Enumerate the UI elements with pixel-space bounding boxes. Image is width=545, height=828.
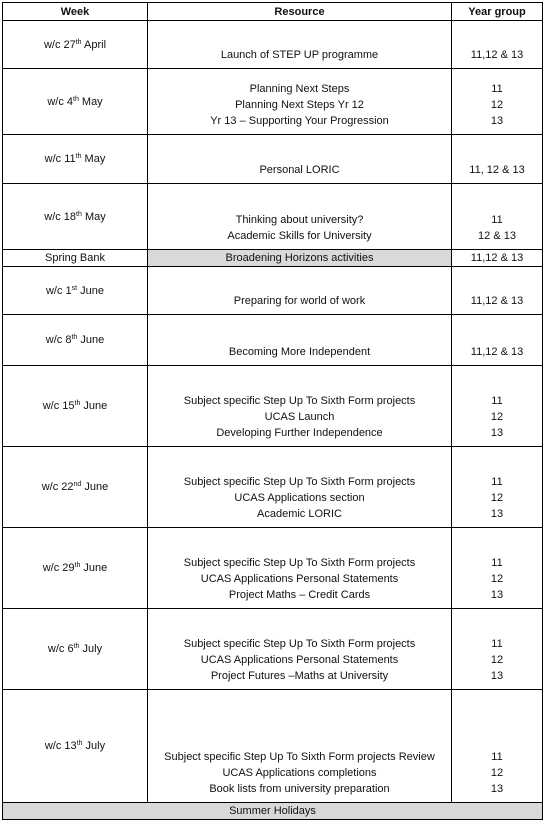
year-group-line: 11 xyxy=(491,395,503,407)
week-ordinal-suffix: nd xyxy=(73,481,82,488)
resource-cell xyxy=(148,528,452,609)
resource-line: Project Maths – Credit Cards xyxy=(228,589,371,601)
table-row xyxy=(3,267,543,315)
resource-line: Planning Next Steps xyxy=(249,83,350,95)
week-ordinal-suffix: th xyxy=(73,643,80,650)
year-group-line: 13 xyxy=(490,115,504,127)
year-group-header: Year group xyxy=(452,3,543,21)
resource-cell xyxy=(148,366,452,447)
week-cell xyxy=(3,690,148,803)
week-date: w/c 29 xyxy=(42,562,75,574)
header-row xyxy=(3,3,543,21)
week-month: April xyxy=(81,38,107,51)
resource-cell xyxy=(148,447,452,528)
week-date: w/c 15 xyxy=(42,400,75,412)
year-group-line: 11,12 & 13 xyxy=(470,49,524,61)
week-ordinal-suffix: th xyxy=(75,153,82,160)
week-cell xyxy=(3,528,148,609)
week-ordinal-suffix: th xyxy=(74,400,81,407)
table-row xyxy=(3,609,543,690)
year-group-cell xyxy=(452,528,543,609)
resource-line: Subject specific Step Up To Sixth Form projects xyxy=(183,395,416,407)
table-row xyxy=(3,528,543,609)
week-month: June xyxy=(80,562,108,574)
year-group-line: 12 xyxy=(490,654,504,666)
year-group-line: 12 xyxy=(490,767,504,779)
year-group-cell xyxy=(452,609,543,690)
resource-cell xyxy=(148,250,452,267)
week-date: w/c 27 xyxy=(43,38,76,51)
week-date: w/c 13 xyxy=(44,740,77,752)
resource-line: UCAS Applications Personal Statements xyxy=(200,573,399,585)
week-month: July xyxy=(79,643,103,655)
year-group-line: 11 xyxy=(491,83,503,95)
year-group-line: 11 xyxy=(491,638,503,650)
year-group-line: 12 xyxy=(490,492,504,504)
year-group-line: 11 xyxy=(491,476,503,488)
resource-line: Subject specific Step Up To Sixth Form projects xyxy=(183,476,416,488)
week-header: Week xyxy=(3,3,148,21)
week-date: w/c 18 xyxy=(44,210,77,223)
year-group-line: 13 xyxy=(490,670,504,682)
week-month: May xyxy=(81,153,106,165)
week-ordinal-suffix: st xyxy=(71,284,78,292)
week-date: w/c 8 xyxy=(45,334,72,346)
week-date: w/c 22 xyxy=(41,481,74,493)
resource-header: Resource xyxy=(148,3,452,21)
year-group-cell xyxy=(452,135,543,184)
year-group-line: 11,12 & 13 xyxy=(470,346,524,358)
week-cell xyxy=(3,447,148,528)
week-ordinal-suffix: th xyxy=(75,38,82,46)
footer-row xyxy=(3,803,543,820)
resource-cell xyxy=(148,135,452,184)
table-row xyxy=(3,315,543,366)
year-group-line: 12 xyxy=(490,99,504,111)
year-group-line: 13 xyxy=(490,589,504,601)
year-group-line: 12 xyxy=(490,411,504,423)
week-month: July xyxy=(82,740,106,752)
resource-line: Thinking about university? xyxy=(235,214,364,226)
table-row xyxy=(3,690,543,803)
week-cell xyxy=(3,315,148,366)
resource-line: Launch of STEP UP programme xyxy=(220,49,379,61)
year-group-line: 13 xyxy=(490,508,504,520)
resource-line: Developing Further Independence xyxy=(216,427,383,439)
table-row xyxy=(3,184,543,250)
resource-cell xyxy=(148,184,452,250)
week-date: Spring Bank xyxy=(45,252,105,264)
year-group-line: 11, 12 & 13 xyxy=(469,164,525,176)
week-cell xyxy=(3,250,148,267)
week-month: May xyxy=(81,210,106,223)
resource-cell xyxy=(148,21,452,69)
year-group-cell xyxy=(452,366,543,447)
summer-holidays-cell: Summer Holidays xyxy=(3,803,543,820)
week-date: w/c 6 xyxy=(47,643,74,655)
table-row xyxy=(3,69,543,135)
schedule-body xyxy=(3,21,543,803)
year-group-line: 12 & 13 xyxy=(478,230,516,242)
resource-line: Book lists from university preparation xyxy=(209,783,390,795)
week-ordinal-suffix: th xyxy=(74,562,81,569)
week-month: June xyxy=(80,400,108,412)
week-cell xyxy=(3,366,148,447)
resource-cell xyxy=(148,609,452,690)
week-cell xyxy=(3,21,148,69)
table-row xyxy=(3,366,543,447)
week-cell xyxy=(3,184,148,250)
year-group-cell xyxy=(452,69,543,135)
resource-line: Subject specific Step Up To Sixth Form projects xyxy=(183,557,416,569)
year-group-cell xyxy=(452,250,543,267)
table-row xyxy=(3,447,543,528)
week-ordinal-suffix: th xyxy=(73,95,79,103)
resource-cell xyxy=(148,267,452,315)
year-group-line: 11 xyxy=(491,557,503,569)
resource-line: Broadening Horizons activities xyxy=(225,252,374,264)
resource-line: UCAS Applications completions xyxy=(222,767,377,779)
resource-line: Becoming More Independent xyxy=(228,346,371,358)
resource-line: UCAS Launch xyxy=(264,411,335,423)
week-month: May xyxy=(78,95,103,108)
week-cell xyxy=(3,267,148,315)
resource-cell xyxy=(148,315,452,366)
year-group-cell xyxy=(452,184,543,250)
year-group-line: 12 xyxy=(490,573,504,585)
week-ordinal-suffix: th xyxy=(71,334,78,341)
week-cell xyxy=(3,69,148,135)
year-group-line: 13 xyxy=(490,783,504,795)
resource-cell xyxy=(148,69,452,135)
resource-line: Academic LORIC xyxy=(257,508,342,520)
year-group-cell xyxy=(452,447,543,528)
schedule-table xyxy=(2,2,543,820)
year-group-line: 13 xyxy=(490,427,504,439)
year-group-line: 11 xyxy=(491,214,503,226)
week-cell xyxy=(3,609,148,690)
resource-line: Yr 13 – Supporting Your Progression xyxy=(210,115,389,127)
week-ordinal-suffix: th xyxy=(76,740,83,747)
year-group-line: 11,12 & 13 xyxy=(470,252,524,264)
year-group-cell xyxy=(452,315,543,366)
table-row xyxy=(3,21,543,69)
year-group-line: 11,12 & 13 xyxy=(470,295,524,307)
resource-line: UCAS Applications Personal Statements xyxy=(200,654,399,666)
resource-line: UCAS Applications section xyxy=(234,492,365,504)
resource-line: Academic Skills for University xyxy=(227,230,372,242)
year-group-cell xyxy=(452,267,543,315)
week-cell xyxy=(3,135,148,184)
resource-cell xyxy=(148,690,452,803)
resource-line: Preparing for world of work xyxy=(233,295,366,307)
year-group-cell xyxy=(452,690,543,803)
week-date: w/c 4 xyxy=(47,95,73,108)
resource-line: Subject specific Step Up To Sixth Form projects Review xyxy=(164,751,435,763)
week-month: June xyxy=(77,284,105,297)
resource-line: Personal LORIC xyxy=(259,164,340,176)
week-date: w/c 1 xyxy=(45,284,72,297)
resource-line: Subject specific Step Up To Sixth Form projects xyxy=(183,638,416,650)
week-ordinal-suffix: th xyxy=(76,210,82,218)
resource-line: Project Futures –Maths at University xyxy=(210,670,389,682)
table-row xyxy=(3,135,543,184)
week-month: June xyxy=(81,481,109,493)
resource-line: Planning Next Steps Yr 12 xyxy=(235,99,364,111)
week-date: w/c 11 xyxy=(44,153,76,165)
table-row xyxy=(3,250,543,267)
week-month: June xyxy=(77,334,105,346)
year-group-cell xyxy=(452,21,543,69)
year-group-line: 11 xyxy=(491,751,503,763)
